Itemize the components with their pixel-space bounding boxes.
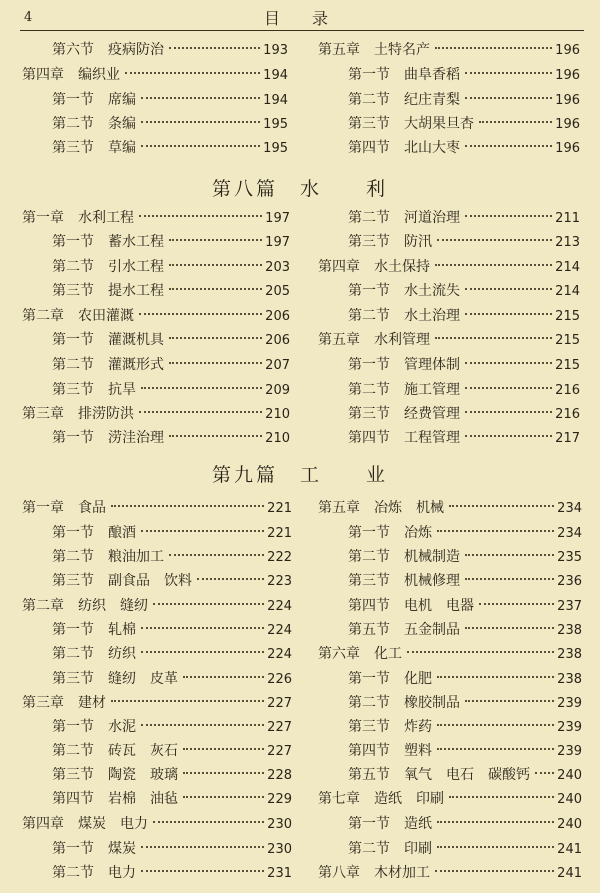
toc-entry-page: 215: [555, 358, 580, 373]
toc-entry-page: 237: [557, 599, 582, 614]
toc-entry-label: 第一节 轧棉: [52, 622, 136, 638]
dot-leader: [169, 337, 262, 339]
toc-entry-label: 第五节 五金制品: [348, 622, 460, 638]
dot-leader: [435, 870, 554, 872]
toc-entry: [318, 330, 580, 350]
toc-entry: [22, 596, 292, 616]
toc-entry: [318, 40, 580, 60]
toc-entry-label: 第二节 河道治理: [348, 210, 460, 226]
toc-entry: [52, 863, 292, 883]
dot-leader: [437, 724, 554, 726]
dot-leader: [169, 362, 262, 364]
dot-leader: [407, 651, 554, 653]
toc-entry-page: 203: [265, 260, 290, 275]
toc-entry-page: 234: [557, 526, 582, 541]
toc-entry: [348, 547, 582, 567]
toc-entry-label: 第四节 岩棉 油毡: [52, 791, 178, 807]
toc-entry-label: 第二节 灌溉形式: [52, 357, 164, 373]
toc-entry-label: 第三章 排涝防洪: [22, 406, 134, 422]
dot-leader: [169, 264, 262, 266]
toc-entry-page: 228: [267, 768, 292, 783]
toc-entry: [52, 428, 290, 448]
dot-leader: [141, 627, 264, 629]
toc-entry-page: 221: [267, 526, 292, 541]
dot-leader: [435, 264, 552, 266]
toc-entry: [348, 90, 580, 110]
toc-entry-page: 226: [267, 672, 292, 687]
toc-entry-page: 221: [267, 501, 292, 516]
toc-entry: [318, 257, 580, 277]
toc-entry-page: 193: [263, 43, 288, 58]
dot-leader: [139, 411, 262, 413]
toc-entry: [52, 789, 292, 809]
toc-entry: [52, 40, 288, 60]
dot-leader: [183, 748, 264, 750]
toc-entry-label: 第一章 食品: [22, 500, 106, 516]
toc-entry: [318, 644, 582, 664]
toc-entry-page: 197: [265, 211, 290, 226]
toc-entry-label: 第二节 砖瓦 灰石: [52, 743, 178, 759]
toc-entry-label: 第一节 水泥: [52, 719, 136, 735]
dot-leader: [153, 603, 264, 605]
dot-leader: [169, 47, 260, 49]
toc-entry-page: 207: [265, 358, 290, 373]
toc-entry-label: 第一节 酿酒: [52, 525, 136, 541]
toc-entry: [52, 380, 290, 400]
toc-entry-label: 第六章 化工: [318, 646, 402, 662]
dot-leader: [141, 724, 264, 726]
toc-entry-page: 239: [557, 744, 582, 759]
dot-leader: [437, 676, 554, 678]
toc-entry: [348, 717, 582, 737]
toc-entry-label: 第三节 草编: [52, 140, 136, 156]
dot-leader: [139, 313, 262, 315]
toc-entry-page: 214: [555, 260, 580, 275]
toc-entry-label: 第二章 农田灌溉: [22, 308, 134, 324]
toc-entry-label: 第一节 化肥: [348, 671, 432, 687]
toc-entry-label: 第三节 炸药: [348, 719, 432, 735]
toc-entry-page: 224: [267, 623, 292, 638]
toc-entry-label: 第一节 曲阜香稻: [348, 67, 460, 83]
toc-entry-page: 217: [555, 431, 580, 446]
toc-entry-page: 230: [267, 817, 292, 832]
toc-entry-page: 231: [267, 866, 292, 881]
toc-entry-label: 第四章 编织业: [22, 67, 120, 83]
toc-entry-page: 214: [555, 284, 580, 299]
toc-entry-page: 223: [267, 574, 292, 589]
toc-entry-label: 第五章 水利管理: [318, 332, 430, 348]
toc-entry-label: 第四节 北山大枣: [348, 140, 460, 156]
toc-entry-label: 第三节 抗旱: [52, 382, 136, 398]
toc-entry: [52, 669, 292, 689]
toc-entry: [348, 404, 580, 424]
dot-leader: [437, 530, 554, 532]
toc-entry-label: 第二节 条编: [52, 116, 136, 132]
toc-entry: [348, 839, 582, 859]
dot-leader: [465, 145, 552, 147]
toc-entry-page: 229: [267, 792, 292, 807]
toc-entry: [52, 571, 292, 591]
dot-leader: [183, 676, 264, 678]
toc-entry-page: 195: [263, 141, 288, 156]
dot-leader: [125, 72, 260, 74]
toc-entry-page: 239: [557, 720, 582, 735]
toc-entry-label: 第四节 电机 电器: [348, 598, 474, 614]
toc-entry-label: 第三节 大胡果旦杏: [348, 116, 474, 132]
dot-leader: [111, 505, 264, 507]
dot-leader: [449, 796, 554, 798]
toc-entry-label: 第二章 纺织 缝纫: [22, 598, 148, 614]
toc-entry: [22, 306, 290, 326]
toc-entry-page: 240: [557, 768, 582, 783]
toc-entry-label: 第二节 施工管理: [348, 382, 460, 398]
dot-leader: [141, 121, 260, 123]
toc-entry-label: 第四章 煤炭 电力: [22, 816, 148, 832]
toc-entry: [348, 523, 582, 543]
toc-entry: [348, 138, 580, 158]
toc-entry: [22, 208, 290, 228]
dot-leader: [465, 313, 552, 315]
dot-leader: [141, 387, 262, 389]
dot-leader: [197, 578, 264, 580]
toc-entry: [52, 138, 288, 158]
dot-leader: [169, 288, 262, 290]
toc-entry-page: 224: [267, 599, 292, 614]
toc-entry-label: 第五章 土特名产: [318, 42, 430, 58]
toc-entry: [348, 380, 580, 400]
toc-entry-label: 第三章 建材: [22, 695, 106, 711]
toc-entry: [22, 404, 290, 424]
toc-entry: [348, 571, 582, 591]
dot-leader: [465, 578, 554, 580]
dot-leader: [141, 97, 260, 99]
toc-entry-label: 第一节 蓄水工程: [52, 234, 164, 250]
dot-leader: [465, 627, 554, 629]
header-rule: [20, 30, 584, 31]
toc-entry-page: 239: [557, 696, 582, 711]
toc-entry: [52, 839, 292, 859]
toc-entry-label: 第三节 防汛: [348, 234, 432, 250]
toc-entry: [22, 65, 288, 85]
section-title-water: 第八篇 水 利: [211, 178, 388, 200]
toc-entry-label: 第一节 水土流失: [348, 283, 460, 299]
toc-entry-label: 第三节 副食品 饮料: [52, 573, 192, 589]
toc-entry: [348, 814, 582, 834]
dot-leader: [465, 72, 552, 74]
dot-leader: [183, 796, 264, 798]
toc-entry: [52, 547, 292, 567]
toc-entry: [348, 355, 580, 375]
dot-leader: [183, 772, 264, 774]
toc-entry-label: 第四节 塑料: [348, 743, 432, 759]
page-title: 目 录: [263, 9, 336, 28]
toc-entry-page: 216: [555, 383, 580, 398]
dot-leader: [141, 651, 264, 653]
toc-entry: [52, 741, 292, 761]
toc-entry: [52, 717, 292, 737]
toc-entry-label: 第四节 工程管理: [348, 430, 460, 446]
toc-entry-label: 第二节 纪庄青梨: [348, 92, 460, 108]
toc-entry-label: 第三节 提水工程: [52, 283, 164, 299]
toc-entry-page: 211: [555, 211, 580, 226]
toc-entry-page: 235: [557, 550, 582, 565]
dot-leader: [479, 121, 552, 123]
toc-entry-label: 第三节 机械修理: [348, 573, 460, 589]
toc-entry-page: 196: [555, 117, 580, 132]
toc-entry: [348, 306, 580, 326]
toc-entry: [52, 232, 290, 252]
toc-entry-page: 197: [265, 235, 290, 250]
toc-entry: [52, 523, 292, 543]
toc-entry-label: 第一节 灌溉机具: [52, 332, 164, 348]
dot-leader: [435, 337, 552, 339]
toc-entry: [52, 114, 288, 134]
toc-entry-page: 224: [267, 647, 292, 662]
page-number: 4: [24, 10, 33, 25]
dot-leader: [465, 700, 554, 702]
toc-entry: [348, 669, 582, 689]
toc-entry-page: 215: [555, 309, 580, 324]
toc-entry-page: 227: [267, 696, 292, 711]
toc-entry-label: 第二节 橡胶制品: [348, 695, 460, 711]
dot-leader: [465, 435, 552, 437]
dot-leader: [437, 748, 554, 750]
dot-leader: [435, 47, 552, 49]
toc-entry-page: 227: [267, 744, 292, 759]
toc-entry-page: 196: [555, 93, 580, 108]
toc-entry-page: 234: [557, 501, 582, 516]
toc-entry-page: 196: [555, 141, 580, 156]
toc-entry: [52, 281, 290, 301]
toc-entry: [318, 863, 582, 883]
dot-leader: [111, 700, 264, 702]
toc-entry-label: 第二节 电力: [52, 865, 136, 881]
dot-leader: [437, 821, 554, 823]
toc-entry-label: 第三节 陶瓷 玻璃: [52, 767, 178, 783]
toc-entry: [52, 355, 290, 375]
dot-leader: [465, 387, 552, 389]
toc-entry-label: 第二节 水土治理: [348, 308, 460, 324]
toc-entry: [348, 741, 582, 761]
toc-entry-label: 第二节 机械制造: [348, 549, 460, 565]
toc-entry-label: 第二节 纺织: [52, 646, 136, 662]
toc-entry-label: 第一节 席编: [52, 92, 136, 108]
toc-entry-page: 205: [265, 284, 290, 299]
toc-entry-page: 236: [557, 574, 582, 589]
toc-entry: [348, 765, 582, 785]
dot-leader: [437, 239, 552, 241]
toc-entry-label: 第六节 疫病防治: [52, 42, 164, 58]
dot-leader: [465, 411, 552, 413]
dot-leader: [465, 288, 552, 290]
toc-entry: [348, 620, 582, 640]
dot-leader: [169, 554, 264, 556]
toc-entry: [22, 814, 292, 834]
toc-entry-label: 第八章 木材加工: [318, 865, 430, 881]
toc-entry-label: 第二节 引水工程: [52, 259, 164, 275]
toc-entry-page: 215: [555, 333, 580, 348]
section-title-industry: 第九篇 工 业: [211, 464, 388, 486]
toc-entry-page: 195: [263, 117, 288, 132]
toc-entry-label: 第三节 缝纫 皮革: [52, 671, 178, 687]
dot-leader: [465, 215, 552, 217]
toc-entry-page: 227: [267, 720, 292, 735]
toc-entry-page: 206: [265, 333, 290, 348]
toc-entry: [52, 330, 290, 350]
toc-entry-label: 第一节 管理体制: [348, 357, 460, 373]
toc-entry-page: 216: [555, 407, 580, 422]
toc-entry-page: 206: [265, 309, 290, 324]
dot-leader: [449, 505, 554, 507]
dot-leader: [141, 870, 264, 872]
toc-entry-label: 第四章 水土保持: [318, 259, 430, 275]
toc-entry: [348, 596, 582, 616]
toc-entry-page: 194: [263, 68, 288, 83]
dot-leader: [141, 145, 260, 147]
toc-entry: [348, 232, 580, 252]
toc-entry-label: 第一节 冶炼: [348, 525, 432, 541]
dot-leader: [479, 603, 554, 605]
toc-entry-page: 238: [557, 672, 582, 687]
toc-entry: [348, 208, 580, 228]
toc-entry: [348, 281, 580, 301]
toc-entry: [348, 114, 580, 134]
toc-entry: [52, 644, 292, 664]
toc-entry-page: 241: [557, 842, 582, 857]
dot-leader: [169, 435, 262, 437]
toc-entry: [52, 765, 292, 785]
toc-entry: [348, 65, 580, 85]
toc-entry-page: 238: [557, 647, 582, 662]
toc-entry: [318, 789, 582, 809]
toc-entry-page: 194: [263, 93, 288, 108]
toc-entry-page: 241: [557, 866, 582, 881]
toc-entry-label: 第一节 煤炭: [52, 841, 136, 857]
toc-entry-label: 第二节 印刷: [348, 841, 432, 857]
toc-entry: [318, 498, 582, 518]
dot-leader: [465, 97, 552, 99]
toc-entry-page: 209: [265, 383, 290, 398]
toc-entry-label: 第二节 粮油加工: [52, 549, 164, 565]
dot-leader: [153, 821, 264, 823]
dot-leader: [141, 846, 264, 848]
toc-entry-page: 222: [267, 550, 292, 565]
toc-entry-page: 210: [265, 407, 290, 422]
toc-entry-label: 第三节 经费管理: [348, 406, 460, 422]
dot-leader: [465, 554, 554, 556]
toc-entry: [52, 620, 292, 640]
toc-entry: [22, 693, 292, 713]
toc-entry-page: 213: [555, 235, 580, 250]
dot-leader: [535, 772, 554, 774]
toc-entry-label: 第五章 冶炼 机械: [318, 500, 444, 516]
toc-entry-page: 240: [557, 817, 582, 832]
toc-entry: [22, 498, 292, 518]
toc-entry: [52, 257, 290, 277]
toc-entry-label: 第五节 氧气 电石 碳酸钙: [348, 767, 530, 783]
dot-leader: [437, 846, 554, 848]
toc-entry: [52, 90, 288, 110]
toc-entry-page: 196: [555, 43, 580, 58]
toc-entry-page: 238: [557, 623, 582, 638]
dot-leader: [141, 530, 264, 532]
toc-entry-label: 第一节 涝洼治理: [52, 430, 164, 446]
toc-entry-label: 第七章 造纸 印刷: [318, 791, 444, 807]
toc-entry-label: 第一章 水利工程: [22, 210, 134, 226]
dot-leader: [169, 239, 262, 241]
toc-entry-page: 240: [557, 792, 582, 807]
dot-leader: [465, 362, 552, 364]
toc-entry-page: 230: [267, 842, 292, 857]
toc-entry-page: 196: [555, 68, 580, 83]
toc-entry-label: 第一节 造纸: [348, 816, 432, 832]
toc-entry-page: 210: [265, 431, 290, 446]
toc-entry: [348, 693, 582, 713]
toc-entry: [348, 428, 580, 448]
dot-leader: [139, 215, 262, 217]
